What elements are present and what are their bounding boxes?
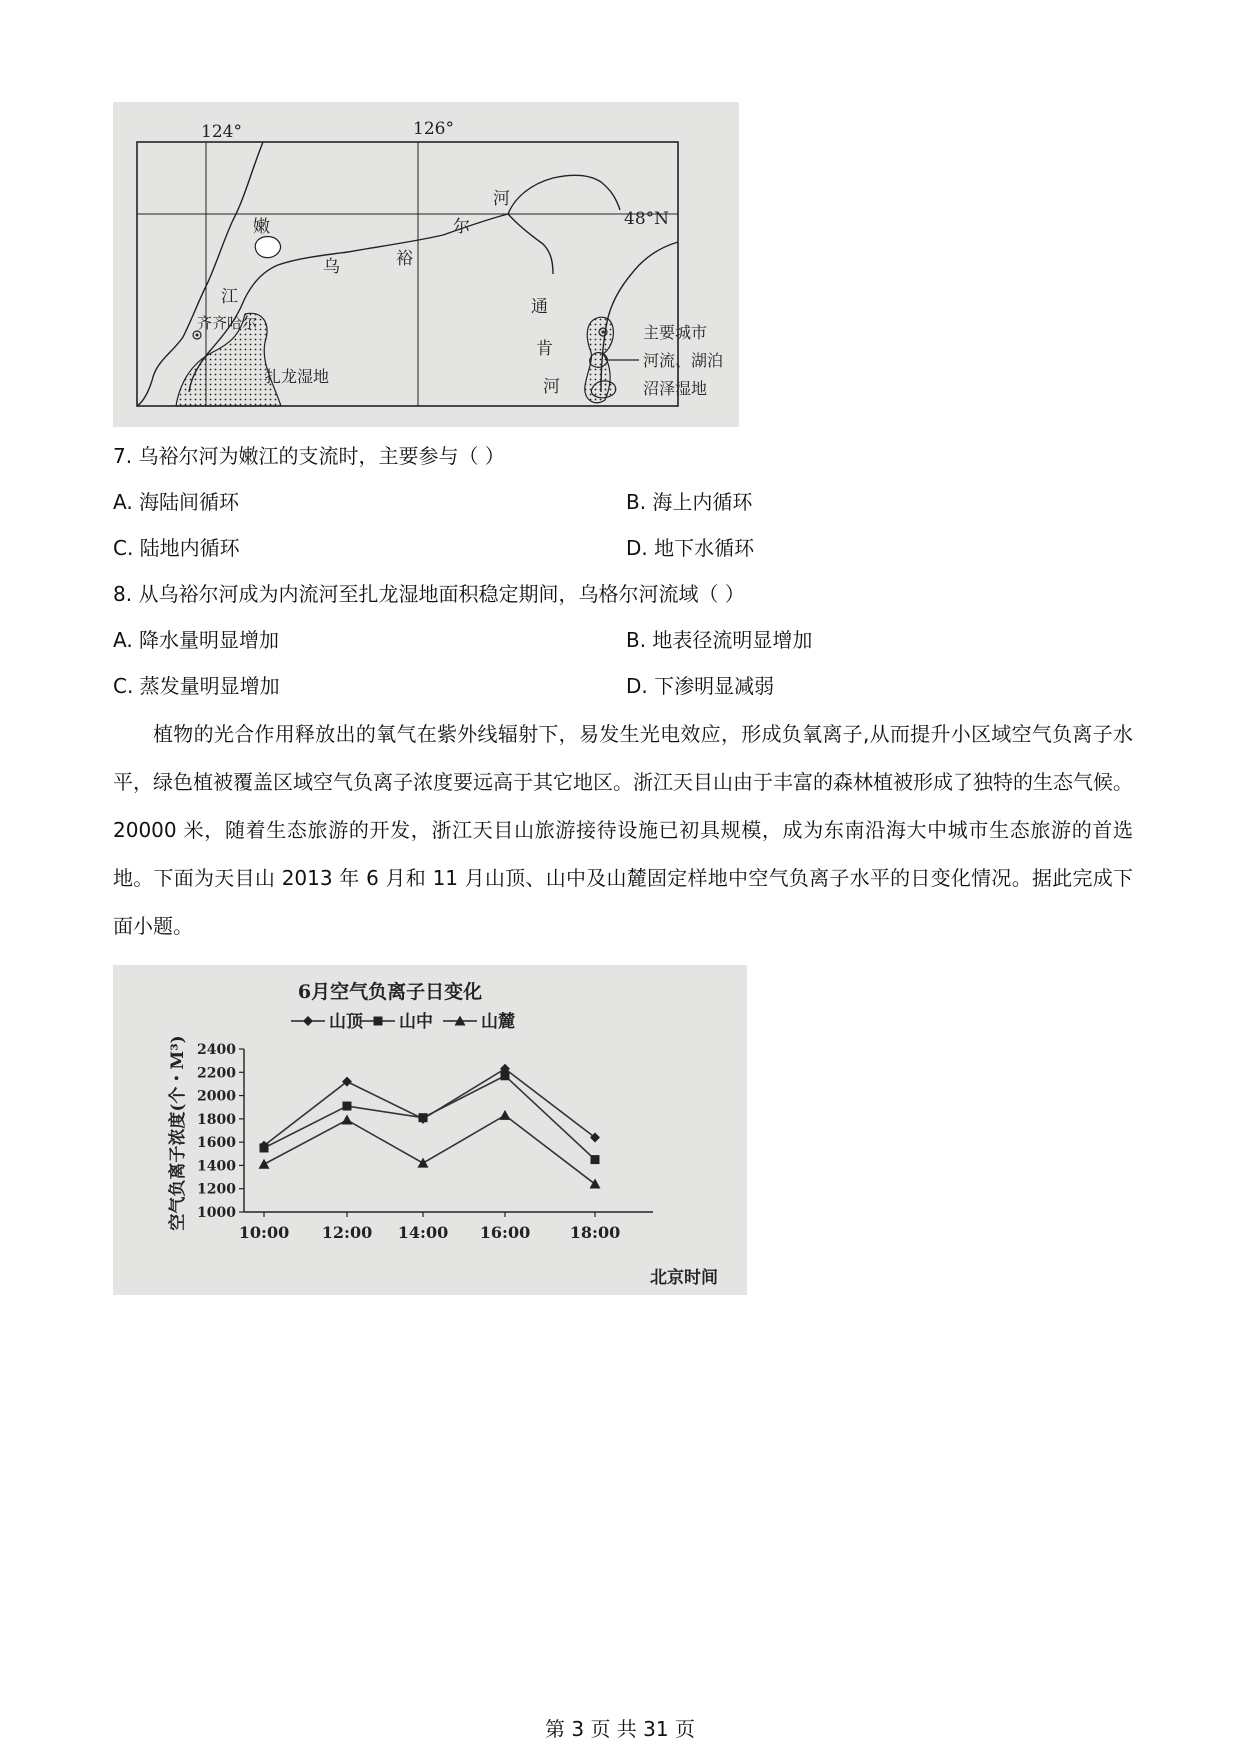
legend-city-dot <box>602 331 605 334</box>
legend-label: 山麓 <box>481 1012 515 1032</box>
y-ticks <box>197 1042 244 1221</box>
y-tick-label: 1000 <box>197 1205 236 1221</box>
series-line <box>264 1069 595 1146</box>
wuyuer-upper <box>508 175 620 214</box>
map-figure <box>113 102 739 427</box>
x-tick-label: 18:00 <box>569 1223 621 1242</box>
legend-marker <box>374 1017 383 1026</box>
city-dot <box>196 334 199 337</box>
y-tick-label: 2000 <box>197 1088 236 1105</box>
wuyuer-branch <box>508 214 553 274</box>
q8-option-d[interactable]: D. 下渗明显减弱 <box>626 674 775 698</box>
data-point <box>260 1143 269 1152</box>
label-city: 齐齐哈尔 <box>197 314 258 332</box>
lake <box>255 237 280 258</box>
series-3 <box>259 1110 601 1189</box>
legend-wetland-icon <box>591 381 615 398</box>
lat-label-48n: 48°N <box>624 209 670 229</box>
legend-river-label: 河流、湖泊 <box>643 351 724 370</box>
label-he: 河 <box>493 189 510 209</box>
legend-wetland-label: 沼泽湿地 <box>643 379 708 398</box>
series-1 <box>259 1064 600 1151</box>
q8-stem: 8. 从乌裕尔河成为内流河至扎龙湿地面积稳定期间，乌格尔河流域（ ） <box>113 582 745 606</box>
y-tick-label: 2400 <box>197 1042 236 1058</box>
data-point <box>342 1115 353 1125</box>
label-nen: 嫩 <box>253 217 270 237</box>
legend-label: 山顶 <box>329 1012 363 1032</box>
q8-option-b[interactable]: B. 地表径流明显增加 <box>626 628 813 652</box>
chart-title: 6月空气负离子日变化 <box>297 981 483 1003</box>
chart-figure <box>113 965 747 1295</box>
data-point <box>419 1113 428 1122</box>
label-wetland: 扎龙湿地 <box>265 367 330 386</box>
q7-stem: 7. 乌裕尔河为嫩江的支流时，主要参与（ ） <box>113 444 505 468</box>
q7-option-a[interactable]: A. 海陆间循环 <box>113 490 240 514</box>
label-ken: 肯 <box>536 339 553 359</box>
label-wu: 乌 <box>323 257 340 277</box>
q8-option-c[interactable]: C. 蒸发量明显增加 <box>113 674 280 698</box>
series-line <box>264 1115 595 1184</box>
q8-option-a[interactable]: A. 降水量明显增加 <box>113 628 280 652</box>
lon-label-124: 124° <box>201 122 242 142</box>
series-group <box>259 1064 601 1189</box>
x-tick-label: 10:00 <box>238 1223 290 1242</box>
data-point <box>590 1179 601 1189</box>
chart-legend <box>291 1011 515 1032</box>
passage: 植物的光合作用释放出的氧气在紫外线辐射下，易发生光电效应，形成负氧离子,从而提升小区域空气负离子水平，绿色植被覆盖区域空气负离子浓度要远高于其它地区。浙江天目山由于丰富的森林植被形成了独特的生态气候。20000 米，随着生态旅游的开发，浙江天目山旅游接待设施已初具规模，成为东南沿海大中城市生态旅游的首选地。下面为天目山 2013 年 6 月和 11 月山顶、山中及山麓固定样地中空气负离子水平的日变化情况。据此完成下面小题。 <box>113 722 1133 938</box>
ion-line-chart <box>113 965 747 1295</box>
x-tick-label: 14:00 <box>397 1223 449 1242</box>
label-jiang: 江 <box>221 287 238 307</box>
data-point <box>418 1158 429 1168</box>
q7-option-b[interactable]: B. 海上内循环 <box>626 490 753 514</box>
legend-city-label: 主要城市 <box>643 323 708 342</box>
x-axis-label: 北京时间 <box>650 1268 718 1288</box>
data-point <box>501 1071 510 1080</box>
x-tick-label: 16:00 <box>479 1223 531 1242</box>
label-tong: 通 <box>531 297 548 317</box>
y-tick-label: 2200 <box>197 1065 236 1082</box>
y-tick-label: 1800 <box>197 1111 236 1128</box>
data-point <box>259 1159 270 1169</box>
label-he2: 河 <box>543 377 560 397</box>
x-ticks <box>239 1212 620 1242</box>
data-point <box>500 1110 511 1120</box>
wetland-map <box>113 102 739 427</box>
q7-option-d[interactable]: D. 地下水循环 <box>626 536 755 560</box>
data-point <box>343 1102 352 1111</box>
x-tick-label: 12:00 <box>321 1223 373 1242</box>
y-axis-label: 空气负离子浓度(个・M³) <box>168 1035 188 1231</box>
label-yu: 裕 <box>396 249 413 269</box>
y-tick-label: 1600 <box>197 1135 236 1152</box>
y-tick-label: 1400 <box>197 1158 236 1175</box>
y-tick-label: 1200 <box>197 1181 236 1198</box>
page-footer: 第 3 页 共 31 页 <box>545 1717 695 1741</box>
data-point <box>591 1155 600 1164</box>
q7-option-c[interactable]: C. 陆地内循环 <box>113 536 240 560</box>
lon-label-126: 126° <box>413 119 454 139</box>
legend-marker <box>303 1016 313 1026</box>
legend-label: 山中 <box>399 1012 433 1032</box>
label-er: 尔 <box>453 217 470 237</box>
series-2 <box>260 1071 600 1164</box>
